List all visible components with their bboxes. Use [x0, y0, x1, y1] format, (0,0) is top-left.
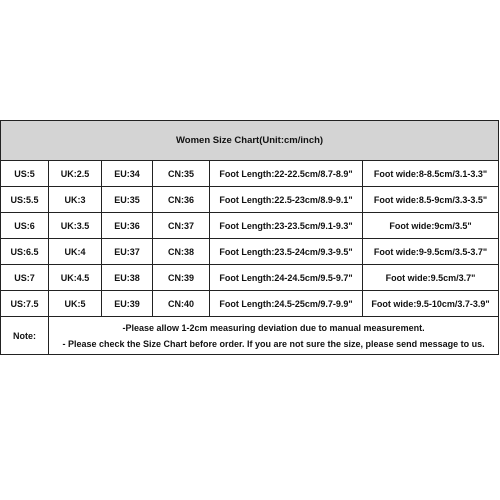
- eu-size-cell: EU:36: [102, 213, 153, 239]
- us-size-cell: US:6: [1, 213, 49, 239]
- foot-length-cell: Foot Length:23.5-24cm/9.3-9.5": [210, 239, 363, 265]
- us-size-cell: US:7.5: [1, 291, 49, 317]
- note-text: [49, 317, 499, 355]
- us-size-cell: US:5: [1, 161, 49, 187]
- eu-size-cell: EU:38: [102, 265, 153, 291]
- uk-size-cell: UK:3.5: [49, 213, 102, 239]
- foot-width-cell: Foot wide:9.5cm/3.7": [363, 265, 499, 291]
- foot-width-cell: Foot wide:8-8.5cm/3.1-3.3": [363, 161, 499, 187]
- note-row: [1, 317, 499, 355]
- title-row: [1, 121, 499, 161]
- uk-size-cell: UK:2.5: [49, 161, 102, 187]
- foot-length-cell: Foot Length:24.5-25cm/9.7-9.9": [210, 291, 363, 317]
- cn-size-cell: CN:35: [153, 161, 210, 187]
- cn-size-cell: CN:37: [153, 213, 210, 239]
- foot-length-cell: Foot Length:24-24.5cm/9.5-9.7": [210, 265, 363, 291]
- note-line-2: - Please check the Size Chart before order. If you are not sure the size, please send message to us.: [62, 338, 485, 349]
- uk-size-cell: UK:4: [49, 239, 102, 265]
- chart-title: Women Size Chart(Unit:cm/inch): [1, 121, 499, 161]
- uk-size-cell: UK:5: [49, 291, 102, 317]
- cn-size-cell: CN:40: [153, 291, 210, 317]
- eu-size-cell: EU:39: [102, 291, 153, 317]
- us-size-cell: US:5.5: [1, 187, 49, 213]
- cn-size-cell: CN:39: [153, 265, 210, 291]
- table-row: [1, 187, 499, 213]
- note-line-1: -Please allow 1-2cm measuring deviation due to manual measurement.: [122, 322, 425, 333]
- uk-size-cell: UK:4.5: [49, 265, 102, 291]
- table-row: [1, 265, 499, 291]
- eu-size-cell: EU:34: [102, 161, 153, 187]
- eu-size-cell: EU:35: [102, 187, 153, 213]
- foot-width-cell: Foot wide:9-9.5cm/3.5-3.7": [363, 239, 499, 265]
- cn-size-cell: CN:38: [153, 239, 210, 265]
- foot-width-cell: Foot wide:9cm/3.5": [363, 213, 499, 239]
- foot-length-cell: Foot Length:23-23.5cm/9.1-9.3": [210, 213, 363, 239]
- table-row: [1, 161, 499, 187]
- us-size-cell: US:6.5: [1, 239, 49, 265]
- foot-length-cell: Foot Length:22-22.5cm/8.7-8.9": [210, 161, 363, 187]
- eu-size-cell: EU:37: [102, 239, 153, 265]
- foot-length-cell: Foot Length:22.5-23cm/8.9-9.1": [210, 187, 363, 213]
- uk-size-cell: UK:3: [49, 187, 102, 213]
- table-row: [1, 239, 499, 265]
- foot-width-cell: Foot wide:9.5-10cm/3.7-3.9": [363, 291, 499, 317]
- us-size-cell: US:7: [1, 265, 49, 291]
- foot-width-cell: Foot wide:8.5-9cm/3.3-3.5": [363, 187, 499, 213]
- size-chart-table: [0, 120, 499, 355]
- table-row: [1, 213, 499, 239]
- table-row: [1, 291, 499, 317]
- note-label: Note:: [1, 317, 49, 355]
- cn-size-cell: CN:36: [153, 187, 210, 213]
